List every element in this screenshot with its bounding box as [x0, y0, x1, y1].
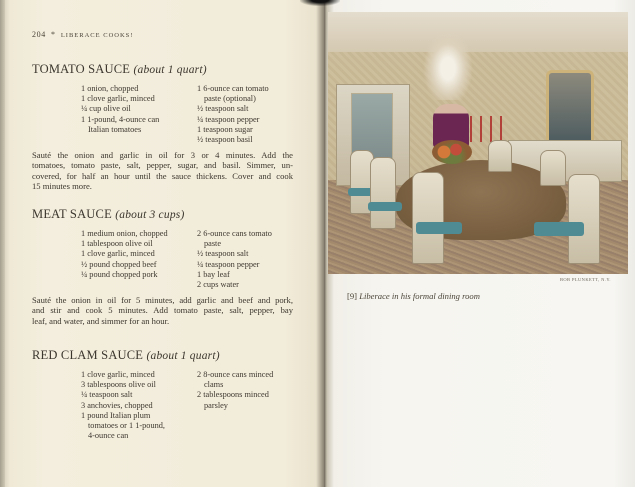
ingredient: 2 8-ounce cans minced — [197, 370, 274, 379]
photo-chair-seat — [368, 202, 402, 211]
method-line: and stir and cook 5 minutes. Add tomato paste, salt, pepper, bay — [32, 305, 293, 316]
ingredient: ½ teaspoon salt — [197, 104, 249, 114]
photo-chair — [540, 150, 566, 186]
photo-ceiling — [328, 12, 628, 57]
photo-chair-seat — [534, 222, 584, 236]
ingredient: 1 1-pound, 4-ounce can — [81, 114, 160, 124]
ingredient: ½ teaspoon salt — [197, 249, 249, 259]
figure-caption-text: Liberace in his formal dining room — [359, 291, 480, 301]
ingredient: 3 anchovies, chopped — [81, 400, 153, 410]
ingredient: 2 6-ounce cans tomato — [197, 229, 272, 238]
photo-chair — [412, 172, 444, 264]
ingredient: parsley — [204, 400, 228, 410]
ingredient: 1 tablespoon olive oil — [81, 239, 153, 249]
ingredient: paste (optional) — [204, 94, 256, 104]
ingredient: 1 teaspoon sugar — [197, 124, 253, 134]
running-head — [32, 30, 133, 39]
ingredient: 1 6-ounce can tomato — [197, 84, 269, 93]
recipe-name: TOMATO SAUCE — [32, 62, 131, 76]
ingredient: 1 bay leaf — [197, 269, 230, 279]
ingredient: 4-ounce can — [88, 431, 129, 441]
ingredient: 3 tablespoons olive oil — [81, 380, 156, 390]
gutter-shadow — [300, 0, 340, 6]
dining-room-photo — [328, 12, 628, 274]
photo-chandelier — [423, 30, 473, 100]
recipe-title-tomato-sauce — [32, 62, 207, 77]
photo-chair-seat — [416, 222, 462, 234]
ingredient-list-left — [81, 370, 165, 441]
photo-chair — [370, 157, 396, 229]
method-line: Sauté the onion and garlic in oil for 3 or 4 minutes. Add the — [32, 150, 293, 160]
recipe-title-red-clam-sauce — [32, 348, 220, 363]
left-page-edge — [0, 0, 5, 487]
recipe-yield: (about 1 quart) — [133, 64, 207, 76]
ingredient-list-right — [197, 229, 272, 290]
photo-centerpiece — [432, 140, 472, 164]
method-line: leaf, and water, and simmer for an hour. — [32, 315, 170, 326]
ingredient: ¼ pound chopped pork — [81, 269, 158, 279]
ingredient: ½ pound chopped beef — [81, 259, 157, 269]
figure-number: [9] — [347, 291, 358, 301]
ingredient: 1 clove garlic, minced — [81, 370, 155, 379]
method-tomato-sauce — [32, 150, 293, 191]
ingredient: 1 clove garlic, minced — [81, 249, 155, 259]
recipe-title-meat-sauce — [32, 207, 184, 222]
ingredient: 1 clove garlic, minced — [81, 94, 155, 104]
ingredient-list-right — [197, 84, 269, 145]
ingredient: 1 medium onion, chopped — [81, 229, 168, 238]
photo-credit: BOB PLUNKETT, N.Y. — [560, 277, 611, 282]
ingredient: Italian tomatoes — [88, 124, 142, 134]
ingredient: paste — [204, 239, 222, 249]
ingredient: clams — [204, 380, 224, 390]
separator-asterisk: * — [51, 30, 56, 39]
ingredient-list-left — [81, 84, 159, 135]
ingredient: tomatoes or 1 1-pound, — [88, 421, 165, 431]
ingredient: 1 pound Italian plum — [81, 410, 151, 420]
method-line: covered, for half an hour until the sauce thickens. Cover and cook — [32, 170, 293, 181]
method-line: 15 minutes more. — [32, 180, 92, 191]
ingredient: ¼ teaspoon pepper — [197, 114, 260, 124]
running-head-title: LIBERACE COOKS! — [60, 32, 134, 39]
photo-chair — [568, 174, 600, 264]
ingredient: 1 onion, chopped — [81, 84, 139, 93]
ingredient: ¼ teaspoon salt — [81, 390, 133, 400]
method-meat-sauce — [32, 295, 293, 326]
recipe-name: MEAT SAUCE — [32, 207, 112, 221]
recipe-yield: (about 3 cups) — [115, 209, 185, 221]
ingredient-list-right — [197, 370, 273, 411]
ingredient: 2 cups water — [197, 280, 239, 290]
method-line: tomatoes, tomato paste, salt, pepper, sugar, and basil. Simmer, un- — [32, 160, 293, 171]
recipe-yield: (about 1 quart) — [146, 350, 220, 362]
method-line: Sauté the onion in oil for 5 minutes, add garlic and beef and pork, — [32, 295, 293, 305]
page-number: 204 — [32, 30, 46, 39]
photo-mirror — [546, 70, 594, 146]
ingredient: ¼ teaspoon pepper — [197, 259, 260, 269]
photo-chair — [488, 140, 512, 172]
photo-candles — [470, 116, 502, 142]
recipe-name: RED CLAM SAUCE — [32, 348, 144, 362]
ingredient: ½ teaspoon basil — [197, 135, 253, 145]
figure-caption — [347, 291, 480, 301]
ingredient-list-left — [81, 229, 168, 280]
ingredient: 2 tablespoons minced — [197, 390, 269, 400]
ingredient: ¼ cup olive oil — [81, 104, 131, 114]
